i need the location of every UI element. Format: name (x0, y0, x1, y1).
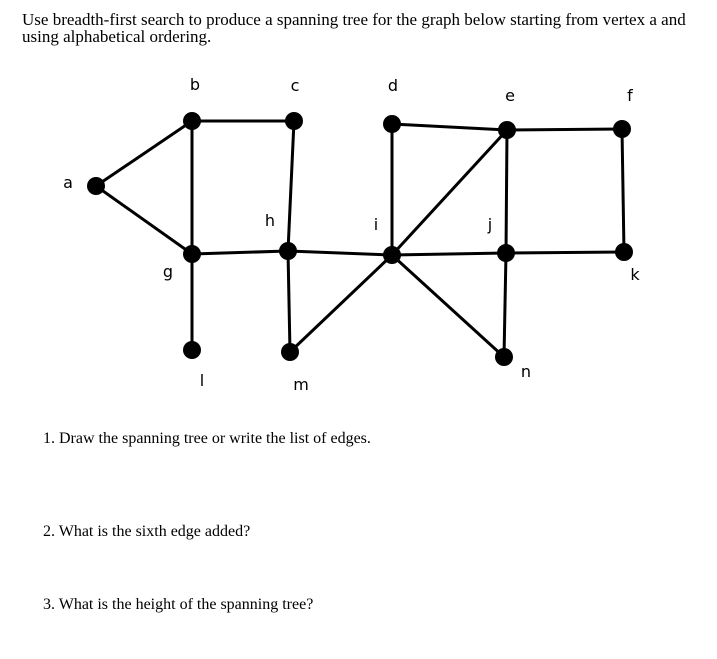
edge-e-i (392, 130, 507, 255)
edge-h-m (288, 251, 290, 352)
vertex-label-b: b (189, 75, 201, 94)
vertex-label-h: h (264, 211, 276, 230)
problem-statement-line-1: Use breadth-first search to produce a spanning tree for the graph below starting from vertex a and (22, 10, 686, 29)
vertex-j (497, 244, 515, 262)
problem-statement-line-2: using alphabetical ordering. (22, 27, 212, 46)
edge-i-m (290, 255, 392, 352)
question-2: 2. What is the sixth edge added? (43, 523, 251, 540)
vertex-l (183, 341, 201, 359)
vertex-label-k: k (630, 265, 640, 284)
vertex-label-n: n (520, 362, 532, 381)
vertex-f (613, 120, 631, 138)
edge-i-j (392, 253, 506, 255)
question-3: 3. What is the height of the spanning tree? (43, 596, 314, 613)
edge-a-g (96, 186, 192, 254)
vertex-label-d: d (387, 76, 399, 95)
vertex-k (615, 243, 633, 261)
vertex-label-e: e (505, 86, 515, 105)
edge-j-k (506, 252, 624, 253)
vertex-e (498, 121, 516, 139)
vertex-a (87, 177, 105, 195)
edge-e-f (507, 129, 622, 130)
vertex-label-i: i (373, 215, 379, 234)
edge-c-h (288, 121, 294, 251)
vertex-c (285, 112, 303, 130)
edge-f-k (622, 129, 624, 252)
edge-i-n (392, 255, 504, 357)
graph-edges (96, 121, 624, 357)
vertex-label-m: m (293, 375, 309, 394)
vertex-i (383, 246, 401, 264)
vertex-label-a: a (63, 173, 73, 192)
edge-h-i (288, 251, 392, 255)
vertex-label-j: j (487, 215, 493, 234)
edge-e-j (506, 130, 507, 253)
vertex-b (183, 112, 201, 130)
vertex-d (383, 115, 401, 133)
question-1: 1. Draw the spanning tree or write the list of edges. (43, 430, 371, 447)
vertex-label-c: c (290, 76, 300, 95)
graph-vertex-labels (63, 75, 640, 394)
vertex-h (279, 242, 297, 260)
vertex-label-f: f (627, 86, 633, 105)
edge-j-n (504, 253, 506, 357)
vertex-label-g: g (162, 262, 174, 281)
edge-g-h (192, 251, 288, 254)
edge-a-b (96, 121, 192, 186)
vertex-n (495, 348, 513, 366)
edge-d-e (392, 124, 507, 130)
vertex-m (281, 343, 299, 361)
vertex-label-l: l (199, 371, 205, 390)
vertex-g (183, 245, 201, 263)
